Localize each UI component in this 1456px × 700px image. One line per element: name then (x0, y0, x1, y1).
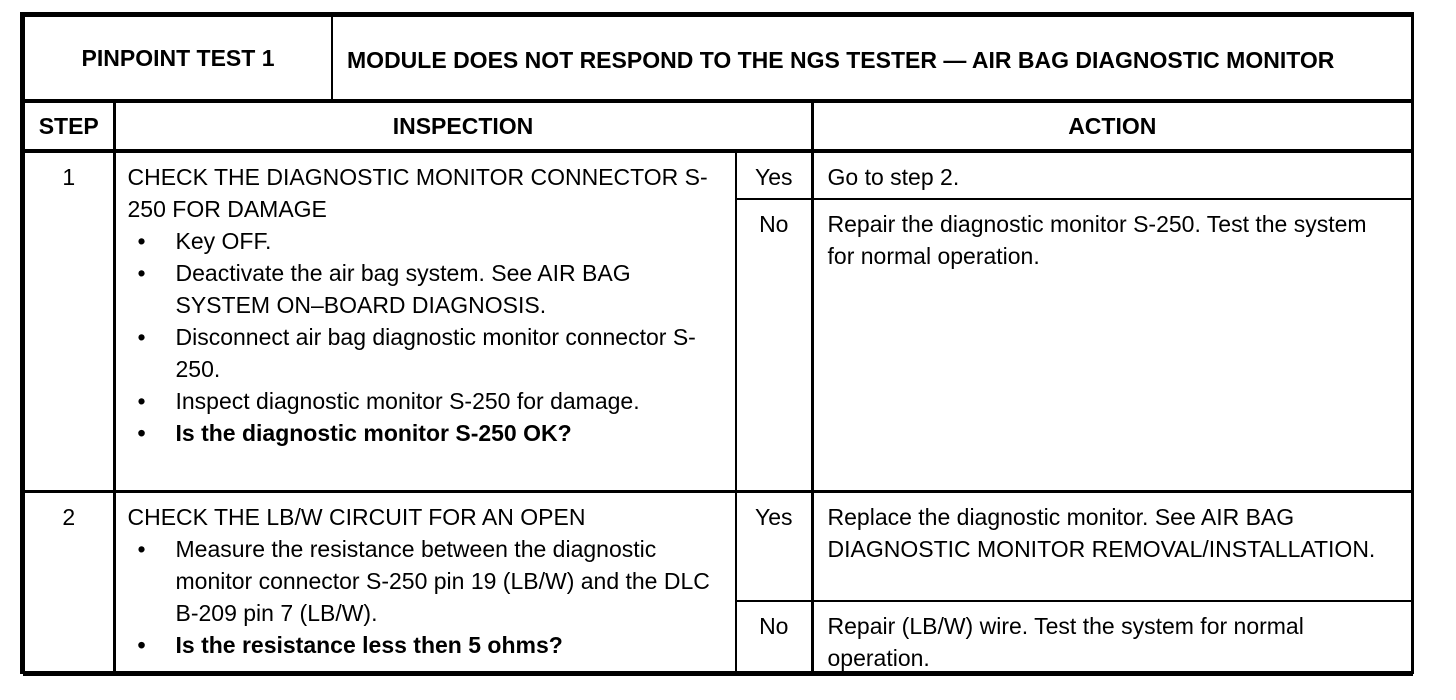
inspection-column-header: INSPECTION (114, 101, 812, 151)
list-item (128, 533, 726, 629)
test-label: PINPOINT TEST 1 (24, 16, 332, 101)
test-title: MODULE DOES NOT RESPOND TO THE NGS TESTER — AIR BAG DIAGNOSTIC MONITOR (332, 16, 1412, 101)
action-text: Go to step 2. (812, 151, 1412, 199)
list-item (128, 321, 726, 385)
step-2-inspection (114, 491, 736, 675)
bullet-text: Key OFF. (175, 228, 272, 254)
bullet-icon: • (137, 324, 146, 350)
bullet-icon: • (137, 535, 146, 562)
title-row (24, 16, 1412, 101)
bullet-text-question: Is the diagnostic monitor S-250 OK? (175, 420, 572, 446)
step-1-row-yes (24, 151, 1412, 199)
pinpoint-test-table (23, 15, 1413, 676)
list-item (128, 629, 726, 661)
list-item (128, 417, 726, 449)
action-text: Replace the diagnostic monitor. See AIR BAG DIAGNOSTIC MONITOR REMOVAL/INSTALLATION. (812, 491, 1412, 601)
action-column-header: ACTION (812, 101, 1412, 151)
bullet-text-question: Is the resistance less then 5 ohms? (175, 631, 563, 658)
step-2-row-yes (24, 491, 1412, 601)
bullet-text: Disconnect air bag diagnostic monitor connector S-250. (175, 324, 696, 382)
answer-no: No (736, 601, 812, 675)
step-1-inspection (114, 151, 736, 491)
answer-yes: Yes (736, 491, 812, 601)
step-title: CHECK THE LB/W CIRCUIT FOR AN OPEN (127, 503, 586, 530)
bullet-icon: • (137, 260, 146, 286)
bullet-icon: • (137, 388, 146, 414)
bullet-icon: • (137, 228, 146, 254)
step-number: 1 (24, 151, 114, 491)
bullet-text: Deactivate the air bag system. See AIR BAG SYSTEM ON–BOARD DIAGNOSIS. (175, 260, 631, 318)
action-text: Repair the diagnostic monitor S-250. Test the system for normal operation. (812, 199, 1412, 491)
step-title: CHECK THE DIAGNOSTIC MONITOR CONNECTOR S-250 FOR DAMAGE (127, 164, 708, 222)
step-column-header: STEP (24, 101, 114, 151)
step-number: 2 (24, 491, 114, 675)
answer-no: No (736, 199, 812, 491)
bullet-icon: • (137, 631, 146, 658)
bullet-text: Measure the resistance between the diagnostic monitor connector S-250 pin 19 (LB/W) and the DLC B-209 pin 7 (LB/W). (175, 535, 710, 626)
inspection-bullet-list (128, 225, 726, 449)
bullet-icon: • (137, 420, 146, 446)
action-text: Repair (LB/W) wire. Test the system for normal operation. (812, 601, 1412, 675)
list-item (128, 257, 726, 321)
pinpoint-test-document (20, 12, 1414, 674)
list-item (128, 225, 726, 257)
answer-yes: Yes (736, 151, 812, 199)
column-header-row (24, 101, 1412, 151)
inspection-bullet-list (128, 533, 726, 661)
list-item (128, 385, 726, 417)
bullet-text: Inspect diagnostic monitor S-250 for damage. (175, 388, 640, 414)
